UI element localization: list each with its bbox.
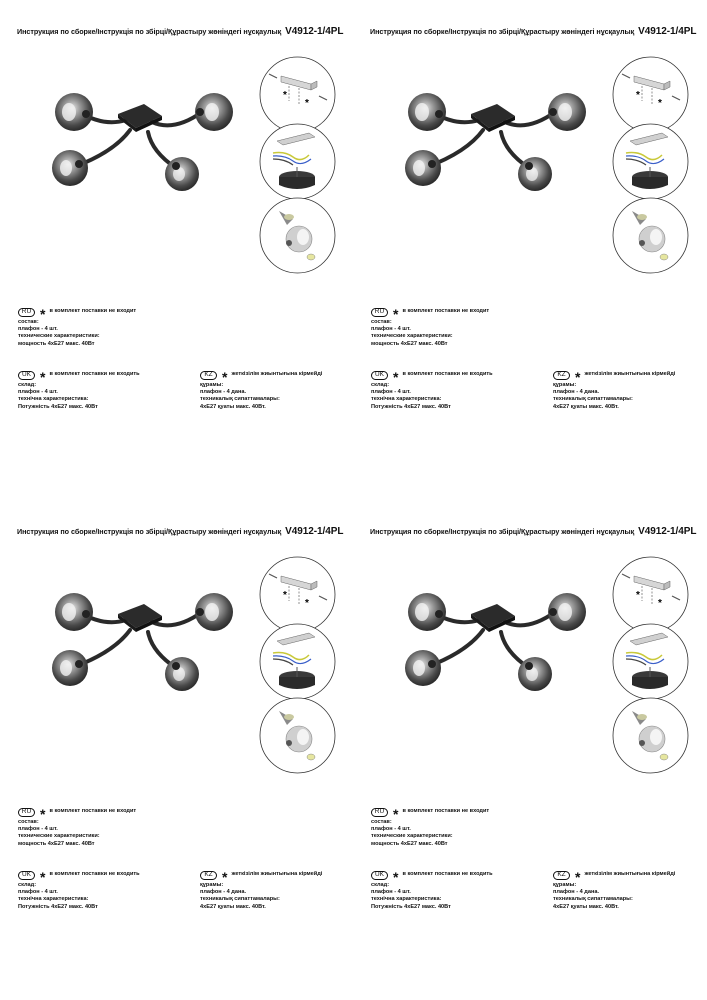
assembly-step-3 (612, 697, 689, 774)
bulb-shade-icon (612, 697, 689, 774)
uk-line: плафон - 4 шт. (371, 389, 411, 396)
ru-line: технические характеристики: (18, 833, 100, 840)
glass-shade (195, 593, 233, 631)
star-icon: * (40, 306, 46, 322)
excluded-star: * (283, 90, 287, 101)
ru-line: мощность 4хЕ27 макс. 40Вт (18, 840, 95, 847)
uk-line: плафон - 4 шт. (371, 889, 411, 896)
ru-line: состав: (18, 819, 39, 825)
uk-line: склад: (371, 382, 390, 388)
lang-badge-kz: KZ (200, 871, 217, 880)
ru-note: в комплект поставки не входит (402, 308, 490, 315)
glass-shade (408, 93, 446, 131)
kz-line: техникалық сипаттамалары: (553, 896, 633, 903)
assembly-step-3 (259, 197, 336, 274)
ru-line: технические характеристики: (371, 833, 453, 840)
star-icon: * (393, 869, 399, 885)
excluded-star: * (636, 590, 640, 601)
star-icon: * (575, 869, 581, 885)
ru-line: состав: (371, 819, 392, 825)
assembly-step-3 (612, 197, 689, 274)
lang-badge-kz: KZ (553, 871, 570, 880)
glass-shade (548, 93, 586, 131)
glass-shade (518, 157, 552, 191)
star-icon: * (222, 369, 228, 385)
instruction-panel (353, 0, 705, 480)
ru-line: мощность 4хЕ27 макс. 40Вт (18, 340, 95, 347)
excluded-star: * (283, 590, 287, 601)
kz-line: техникалық сипаттамалары: (200, 896, 280, 903)
assembly-step-1 (259, 556, 336, 633)
lang-badge-ru: RU (371, 808, 388, 817)
title-text: Инструкция по сборке/Інструкція по збірці/Құрастыру жөніндегі нұсқаулық (17, 527, 282, 536)
lang-badge-kz: KZ (200, 371, 217, 380)
uk-section (371, 869, 493, 911)
kz-note: жеткізілім жиынтығына кірмейді (231, 871, 323, 878)
kz-line: құрамы: (200, 882, 224, 888)
kz-section (200, 369, 322, 411)
kz-line: плафон - 4 дана. (553, 389, 600, 396)
instruction-title (370, 26, 696, 37)
ru-line: плафон - 4 шт. (371, 326, 411, 333)
excluded-star: * (305, 598, 309, 609)
kz-section (200, 869, 322, 911)
excluded-star: * (636, 90, 640, 101)
uk-line: склад: (18, 882, 37, 888)
glass-shade (52, 650, 88, 686)
uk-note: в комплект поставки не входить (49, 871, 140, 878)
star-icon: * (222, 869, 228, 885)
lang-badge-ru: RU (18, 808, 35, 817)
uk-line: технічна характеристика: (371, 396, 442, 403)
instruction-panel (353, 500, 705, 980)
kz-line: 4хЕ27 қуаты макс. 40Вт. (200, 403, 266, 410)
ru-line: мощность 4хЕ27 макс. 40Вт (371, 840, 448, 847)
instruction-title (370, 526, 696, 537)
ru-section (371, 806, 489, 848)
chandelier-illustration (44, 592, 249, 697)
assembly-step-1 (612, 556, 689, 633)
chandelier-illustration (44, 92, 249, 197)
uk-line: технічна характеристика: (371, 896, 442, 903)
ru-note: в комплект поставки не входит (49, 808, 137, 815)
star-icon: * (40, 806, 46, 822)
uk-line: технічна характеристика: (18, 896, 89, 903)
excluded-star: * (658, 598, 662, 609)
uk-line: склад: (371, 882, 390, 888)
kz-line: 4хЕ27 қуаты макс. 40Вт. (553, 903, 619, 910)
instruction-title (17, 526, 343, 537)
uk-line: Потужність 4хЕ27 макс. 40Вт (18, 903, 98, 910)
instruction-title (17, 26, 343, 37)
lang-badge-kz: KZ (553, 371, 570, 380)
chandelier-illustration (397, 92, 602, 197)
uk-line: плафон - 4 шт. (18, 389, 58, 396)
ru-line: мощность 4хЕ27 макс. 40Вт (371, 340, 448, 347)
uk-line: Потужність 4хЕ27 макс. 40Вт (18, 403, 98, 410)
bulb-shade-icon (259, 697, 336, 774)
glass-shade (52, 150, 88, 186)
uk-line: Потужність 4хЕ27 макс. 40Вт (371, 403, 451, 410)
kz-line: плафон - 4 дана. (553, 889, 600, 896)
star-icon: * (40, 369, 46, 385)
mounting-bracket-icon (612, 556, 689, 633)
wiring-icon (259, 623, 336, 700)
lang-badge-ru: RU (18, 308, 35, 317)
kz-line: 4хЕ27 қуаты макс. 40Вт. (200, 903, 266, 910)
lang-badge-uk: UK (371, 871, 388, 880)
kz-line: құрамы: (553, 882, 577, 888)
uk-line: склад: (18, 382, 37, 388)
model-number: V4912-1/4PL (285, 26, 344, 37)
assembly-step-2 (612, 623, 689, 700)
mounting-bracket-icon (259, 556, 336, 633)
wiring-icon (259, 123, 336, 200)
uk-line: плафон - 4 шт. (18, 889, 58, 896)
uk-section (371, 369, 493, 411)
glass-shade (548, 593, 586, 631)
ru-line: плафон - 4 шт. (371, 826, 411, 833)
mounting-bracket-icon (612, 56, 689, 133)
lang-badge-ru: RU (371, 308, 388, 317)
glass-shade (405, 650, 441, 686)
uk-section (18, 369, 140, 411)
kz-line: плафон - 4 дана. (200, 889, 247, 896)
kz-section (553, 869, 675, 911)
ru-line: технические характеристики: (371, 333, 453, 340)
glass-shade (165, 657, 199, 691)
model-number: V4912-1/4PL (638, 26, 697, 37)
model-number: V4912-1/4PL (285, 526, 344, 537)
instruction-panel (0, 0, 352, 480)
excluded-star: * (305, 98, 309, 109)
glass-shade (518, 657, 552, 691)
assembly-step-3 (259, 697, 336, 774)
excluded-star: * (658, 98, 662, 109)
glass-shade (405, 150, 441, 186)
star-icon: * (575, 369, 581, 385)
assembly-step-2 (612, 123, 689, 200)
glass-shade (165, 157, 199, 191)
kz-line: 4хЕ27 қуаты макс. 40Вт. (553, 403, 619, 410)
kz-note: жеткізілім жиынтығына кірмейді (584, 871, 676, 878)
ru-line: плафон - 4 шт. (18, 326, 58, 333)
uk-note: в комплект поставки не входить (402, 371, 493, 378)
assembly-step-1 (612, 56, 689, 133)
kz-line: техникалық сипаттамалары: (553, 396, 633, 403)
kz-note: жеткізілім жиынтығына кірмейді (584, 371, 676, 378)
bulb-shade-icon (612, 197, 689, 274)
glass-shade (55, 93, 93, 131)
lang-badge-uk: UK (18, 871, 35, 880)
wiring-icon (612, 623, 689, 700)
bulb-shade-icon (259, 197, 336, 274)
star-icon: * (393, 806, 399, 822)
uk-section (18, 869, 140, 911)
glass-shade (55, 593, 93, 631)
star-icon: * (393, 306, 399, 322)
instruction-panel (0, 500, 352, 980)
assembly-step-2 (259, 623, 336, 700)
ru-section (18, 306, 136, 348)
star-icon: * (40, 869, 46, 885)
ru-section (371, 306, 489, 348)
chandelier-illustration (397, 592, 602, 697)
uk-line: Потужність 4хЕ27 макс. 40Вт (371, 903, 451, 910)
mounting-bracket-icon (259, 56, 336, 133)
glass-shade (408, 593, 446, 631)
uk-note: в комплект поставки не входить (49, 371, 140, 378)
ru-section (18, 806, 136, 848)
ru-note: в комплект поставки не входит (402, 808, 490, 815)
kz-line: құрамы: (200, 382, 224, 388)
assembly-step-1 (259, 56, 336, 133)
kz-note: жеткізілім жиынтығына кірмейді (231, 371, 323, 378)
lang-badge-uk: UK (18, 371, 35, 380)
wiring-icon (612, 123, 689, 200)
kz-section (553, 369, 675, 411)
ru-line: технические характеристики: (18, 333, 100, 340)
kz-line: құрамы: (553, 382, 577, 388)
ru-line: состав: (18, 319, 39, 325)
model-number: V4912-1/4PL (638, 526, 697, 537)
ru-note: в комплект поставки не входит (49, 308, 137, 315)
title-text: Инструкция по сборке/Інструкція по збірці/Құрастыру жөніндегі нұсқаулық (17, 27, 282, 36)
title-text: Инструкция по сборке/Інструкція по збірці/Құрастыру жөніндегі нұсқаулық (370, 527, 635, 536)
lang-badge-uk: UK (371, 371, 388, 380)
uk-line: технічна характеристика: (18, 396, 89, 403)
assembly-step-2 (259, 123, 336, 200)
glass-shade (195, 93, 233, 131)
star-icon: * (393, 369, 399, 385)
uk-note: в комплект поставки не входить (402, 871, 493, 878)
kz-line: плафон - 4 дана. (200, 389, 247, 396)
ru-line: состав: (371, 319, 392, 325)
kz-line: техникалық сипаттамалары: (200, 396, 280, 403)
title-text: Инструкция по сборке/Інструкція по збірці/Құрастыру жөніндегі нұсқаулық (370, 27, 635, 36)
ru-line: плафон - 4 шт. (18, 826, 58, 833)
